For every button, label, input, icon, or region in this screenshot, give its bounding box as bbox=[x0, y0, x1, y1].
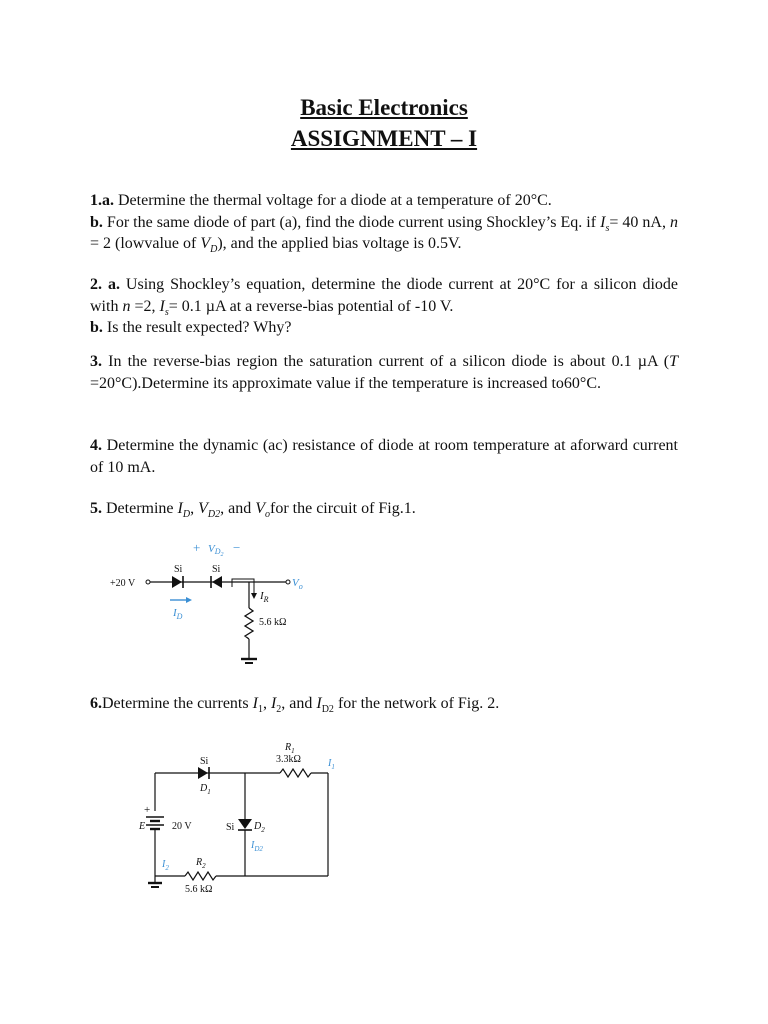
i2-symbol: I bbox=[270, 695, 277, 712]
q3-text: =20°C).Determine its approximate value if the temperature is increased to60°C. bbox=[90, 374, 601, 392]
id-label-sub: D bbox=[176, 612, 183, 621]
r2-label-r: R bbox=[196, 857, 203, 868]
vo-label-v: V bbox=[292, 577, 299, 589]
r2-value-label: 5.6 kΩ bbox=[185, 884, 213, 895]
q4-number: 4. bbox=[90, 437, 102, 454]
diode-d2-icon bbox=[238, 819, 252, 829]
source-voltage-label: +20 V bbox=[110, 578, 136, 589]
id-label-i: I bbox=[173, 607, 177, 619]
vd2-plus-sign: + bbox=[193, 540, 201, 555]
q3-text: In the reverse-bias region the saturation current of a silicon diode is about 0.1 µA ( bbox=[102, 353, 670, 370]
id2-label-i: I bbox=[251, 840, 255, 851]
id-label bbox=[172, 607, 183, 621]
question-2 bbox=[90, 274, 678, 339]
is-symbol: I bbox=[600, 213, 606, 231]
d1-label-sub: 1 bbox=[207, 788, 211, 796]
question-1a bbox=[90, 190, 678, 212]
i1-symbol: I bbox=[252, 695, 258, 712]
r1-label-r: R bbox=[285, 742, 292, 753]
i2-label-i: I bbox=[162, 859, 166, 870]
source-terminal bbox=[146, 580, 150, 584]
n-symbol: n bbox=[122, 297, 131, 315]
resistor-value-label: 5.6 kΩ bbox=[259, 617, 287, 628]
vd-subscript: D bbox=[210, 244, 218, 256]
diode-2-icon bbox=[212, 576, 222, 588]
q1b-text: = 40 nA, bbox=[609, 213, 671, 231]
i1-label bbox=[327, 758, 335, 771]
r2-label-sub: 2 bbox=[202, 862, 206, 870]
question-5-text bbox=[90, 498, 678, 520]
q5-number: 5. bbox=[90, 500, 102, 517]
assignment-heading: ASSIGNMENT – I bbox=[290, 126, 478, 151]
q1b-text: = 2 (lowvalue of bbox=[90, 235, 201, 252]
r1-value-label: 3.3kΩ bbox=[276, 754, 301, 765]
e-label: E bbox=[139, 821, 146, 832]
q2a-text: Using Shockley’s equation, determine the diode current at 20°C for a silicon diode with bbox=[90, 276, 678, 315]
si-label-d1: Si bbox=[200, 756, 209, 767]
q1b-text: For the same diode of part (a), find the diode current using Shockley’s Eq. if bbox=[102, 213, 601, 231]
q2b-number: b. bbox=[90, 319, 103, 336]
question-2b bbox=[90, 317, 678, 339]
q6-separator: , and bbox=[281, 695, 317, 712]
resistor-r2-icon bbox=[185, 872, 216, 880]
ir-label bbox=[259, 590, 269, 604]
question-3-text bbox=[90, 351, 678, 394]
ir-arrowhead-icon bbox=[251, 593, 257, 599]
i2-subscript: 2 bbox=[276, 704, 282, 716]
vd2-label-sub: D bbox=[214, 547, 221, 556]
si-label-d2: Si bbox=[212, 564, 221, 575]
figure-1-circuit bbox=[100, 535, 320, 675]
q5-separator: , bbox=[190, 500, 199, 517]
id2-subscript: D2 bbox=[321, 704, 334, 716]
q6-number: 6. bbox=[90, 695, 102, 712]
vd2-subscript: D2 bbox=[207, 509, 221, 521]
e-plus-label: + bbox=[144, 804, 151, 816]
id-arrowhead-icon bbox=[186, 597, 192, 603]
document-title: Basic Electronics bbox=[300, 95, 468, 120]
vd2-label bbox=[208, 543, 224, 558]
si-label-d2: Si bbox=[226, 822, 235, 833]
q1b-number: b. bbox=[90, 213, 103, 231]
d2-label bbox=[253, 821, 265, 834]
question-4-text bbox=[90, 435, 678, 478]
e-value-label: 20 V bbox=[172, 821, 192, 832]
vd2-symbol: V bbox=[198, 500, 208, 517]
d1-label-d: D bbox=[200, 783, 208, 794]
i1-label-sub: 1 bbox=[331, 763, 335, 771]
q2a-text: =2, bbox=[130, 297, 160, 315]
vo-terminal bbox=[286, 580, 290, 584]
resistor-icon bbox=[245, 608, 253, 639]
i2-label-sub: 2 bbox=[165, 864, 169, 872]
q2a-number: 2. a. bbox=[90, 276, 120, 293]
question-1 bbox=[90, 190, 678, 255]
vd2-label-subsub: 2 bbox=[220, 552, 224, 558]
vd2-label-v: V bbox=[208, 543, 215, 555]
vo-symbol: V bbox=[255, 500, 265, 517]
d2-label-d: D bbox=[254, 821, 262, 832]
question-6-text bbox=[90, 693, 678, 715]
is-subscript: s bbox=[164, 306, 169, 318]
q5-separator: , and bbox=[220, 500, 256, 517]
vd2-minus-sign: − bbox=[233, 540, 241, 555]
q1b-text: ), and the applied bias voltage is 0.5V. bbox=[217, 235, 462, 252]
i2-label bbox=[161, 859, 169, 872]
q6-separator: , bbox=[262, 695, 271, 712]
q2b-text: Is the result expected? Why? bbox=[102, 319, 292, 336]
is-symbol: I bbox=[159, 297, 165, 315]
question-5 bbox=[90, 498, 678, 520]
diode-d1-icon bbox=[198, 767, 208, 779]
r2-label bbox=[195, 857, 206, 870]
q6-text: Determine the currents bbox=[102, 695, 253, 712]
q5-text: Determine bbox=[102, 500, 178, 517]
q2a-text: = 0.1 µA at a reverse-bias potential of -10 V. bbox=[168, 297, 454, 315]
q1a-text: Determine the thermal voltage for a diode at a temperature of 20°C. bbox=[114, 192, 552, 209]
question-4 bbox=[90, 435, 678, 478]
id-subscript: D bbox=[182, 509, 191, 521]
is-subscript: s bbox=[605, 222, 610, 234]
q1a-number: 1.a. bbox=[90, 192, 114, 209]
question-2a bbox=[90, 274, 678, 317]
ir-label-sub: R bbox=[263, 595, 269, 604]
i1-subscript: 1 bbox=[257, 704, 263, 716]
question-3 bbox=[90, 351, 678, 394]
d1-label bbox=[199, 783, 211, 796]
diode-1-icon bbox=[172, 576, 182, 588]
id2-label bbox=[250, 840, 263, 853]
q5-text: for the circuit of Fig.1. bbox=[270, 500, 416, 517]
si-label-d1: Si bbox=[174, 564, 183, 575]
id-symbol: I bbox=[177, 500, 183, 517]
r1-label-sub: 1 bbox=[291, 747, 295, 755]
ir-label-i: I bbox=[260, 590, 264, 602]
vo-label-sub: o bbox=[298, 582, 303, 591]
resistor-r1-icon bbox=[280, 769, 311, 777]
id2-label-sub: D2 bbox=[254, 845, 263, 853]
figure-2-circuit bbox=[130, 735, 360, 905]
q3-number: 3. bbox=[90, 353, 102, 370]
vo-subscript: o bbox=[265, 509, 270, 521]
n-symbol: n bbox=[670, 213, 679, 231]
i1-label-i: I bbox=[328, 758, 332, 769]
vd-symbol: V bbox=[200, 235, 211, 252]
q4-text: Determine the dynamic (ac) resistance of diode at room temperature at aforward current of 10 mA. bbox=[90, 437, 678, 476]
q6-text: for the network of Fig. 2. bbox=[333, 695, 500, 712]
t-symbol: T bbox=[669, 353, 678, 370]
id2-symbol: I bbox=[316, 695, 322, 712]
vo-label bbox=[292, 577, 303, 591]
question-1b bbox=[90, 212, 678, 255]
d2-label-sub: 2 bbox=[261, 826, 265, 834]
question-6 bbox=[90, 693, 678, 715]
